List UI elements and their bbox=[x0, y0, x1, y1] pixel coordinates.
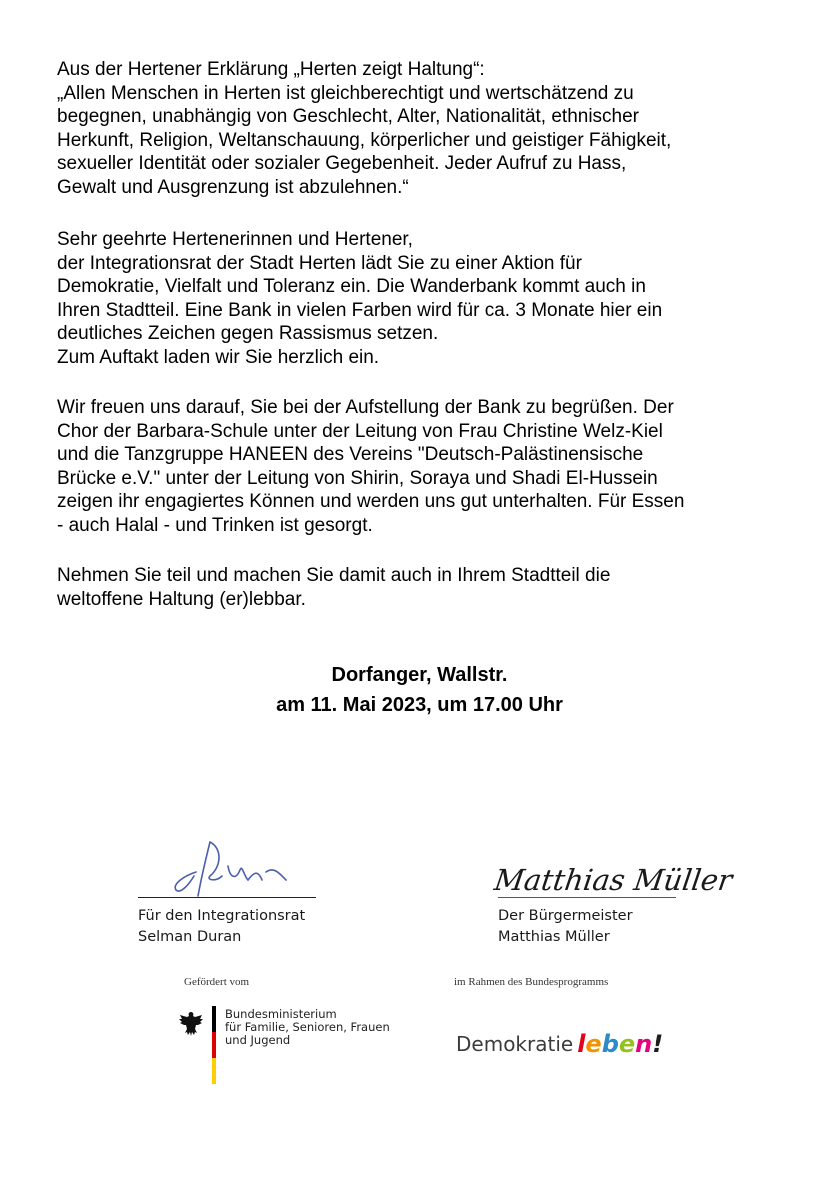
logo-letter: ! bbox=[652, 1030, 664, 1058]
funded-by-label: Gefördert vom bbox=[184, 976, 250, 988]
greeting-line: Demokratie, Vielfalt und Toleranz ein. Die Wanderbank kommt auch in bbox=[57, 276, 646, 297]
signer-name: Selman Duran bbox=[138, 929, 242, 945]
signature-left bbox=[150, 836, 320, 898]
signer-name: Matthias Müller bbox=[498, 929, 610, 945]
german-flag-bar bbox=[212, 1006, 216, 1084]
federal-eagle-icon bbox=[178, 1010, 204, 1038]
ministry-name-line: und Jugend bbox=[225, 1033, 291, 1047]
ministry-name-line: für Familie, Senioren, Frauen bbox=[225, 1020, 390, 1034]
program-line: zeigen ihr engagiertes Können und werden uns gut unterhalten. Für Essen bbox=[57, 491, 685, 512]
logo-word: Demokratie bbox=[456, 1032, 574, 1056]
signature-right bbox=[492, 856, 735, 900]
greeting-line: deutliches Zeichen gegen Rassismus setzen. bbox=[57, 323, 439, 344]
ministry-name bbox=[225, 1008, 395, 1047]
program-line: Wir freuen uns darauf, Sie bei der Aufstellung der Bank zu begrüßen. Der bbox=[57, 397, 674, 418]
signature-right-text: Matthias Müller bbox=[492, 863, 735, 897]
closing-paragraph bbox=[57, 564, 797, 611]
logo-letter: n bbox=[635, 1030, 653, 1058]
signer-role: Für den Integrationsrat bbox=[138, 908, 306, 924]
intro-line: begegnen, unabhängig von Geschlecht, Alter, Nationalität, ethnischer bbox=[57, 106, 640, 127]
signature-caption-right bbox=[498, 906, 633, 948]
event-location: Dorfanger, Wallstr. bbox=[331, 664, 508, 686]
logo-letter: b bbox=[601, 1030, 619, 1058]
program-line: Brücke e.V." unter der Leitung von Shirin, Soraya und Shadi El-Hussein bbox=[57, 467, 658, 489]
ministry-logo bbox=[178, 1006, 398, 1086]
signature-line-left bbox=[138, 897, 316, 898]
flag-black bbox=[212, 1006, 216, 1032]
greeting-line: Zum Auftakt laden wir Sie herzlich ein. bbox=[57, 346, 380, 368]
event-date: am 11. Mai 2023, um 17.00 Uhr bbox=[276, 694, 563, 716]
intro-line: Gewalt und Ausgrenzung ist abzulehnen.“ bbox=[57, 176, 409, 198]
logo-letter: e bbox=[618, 1030, 636, 1058]
signer-role: Der Bürgermeister bbox=[498, 908, 633, 924]
greeting-line: Sehr geehrte Hertenerinnen und Hertener, bbox=[57, 229, 413, 250]
closing-line: Nehmen Sie teil und machen Sie damit auch in Ihrem Stadtteil die bbox=[57, 565, 611, 586]
greeting-line: Ihren Stadtteil. Eine Bank in vielen Farben wird für ca. 3 Monate hier ein bbox=[57, 299, 663, 321]
intro-line: Aus der Hertener Erklärung „Herten zeigt Haltung“: bbox=[57, 59, 485, 80]
greeting-line: der Integrationsrat der Stadt Herten lädt Sie zu einer Aktion für bbox=[57, 252, 582, 274]
greeting-paragraph bbox=[57, 228, 797, 369]
program-line: und die Tanzgruppe HANEEN des Vereins "Deutsch-Palästinensische bbox=[57, 444, 644, 465]
program-label: im Rahmen des Bundesprogramms bbox=[454, 976, 609, 988]
program-paragraph bbox=[57, 396, 797, 537]
signature-line-right bbox=[498, 897, 676, 898]
program-line: Chor der Barbara-Schule unter der Leitung von Frau Christine Welz-Kiel bbox=[57, 420, 663, 442]
closing-line: weltoffene Haltung (er)lebbar. bbox=[57, 588, 306, 610]
flag-gold bbox=[212, 1058, 216, 1084]
demokratie-leben-logo bbox=[456, 1030, 663, 1062]
intro-line: Herkunft, Religion, Weltanschauung, körperlicher und geistiger Fähigkeit, bbox=[57, 129, 672, 151]
intro-paragraph bbox=[57, 58, 797, 199]
intro-line: sexueller Identität oder sozialer Gegebenheit. Jeder Aufruf zu Hass, bbox=[57, 153, 627, 174]
signature-caption-left bbox=[138, 906, 305, 948]
flag-red bbox=[212, 1032, 216, 1058]
program-line: - auch Halal - und Trinken ist gesorgt. bbox=[57, 514, 373, 536]
logo-leben bbox=[577, 1030, 663, 1058]
logo-letter: l bbox=[577, 1030, 586, 1058]
logo-letter: e bbox=[585, 1030, 602, 1058]
ministry-name-line: Bundesministerium bbox=[225, 1007, 337, 1021]
intro-line: „Allen Menschen in Herten ist gleichberechtigt und wertschätzend zu bbox=[57, 82, 634, 104]
